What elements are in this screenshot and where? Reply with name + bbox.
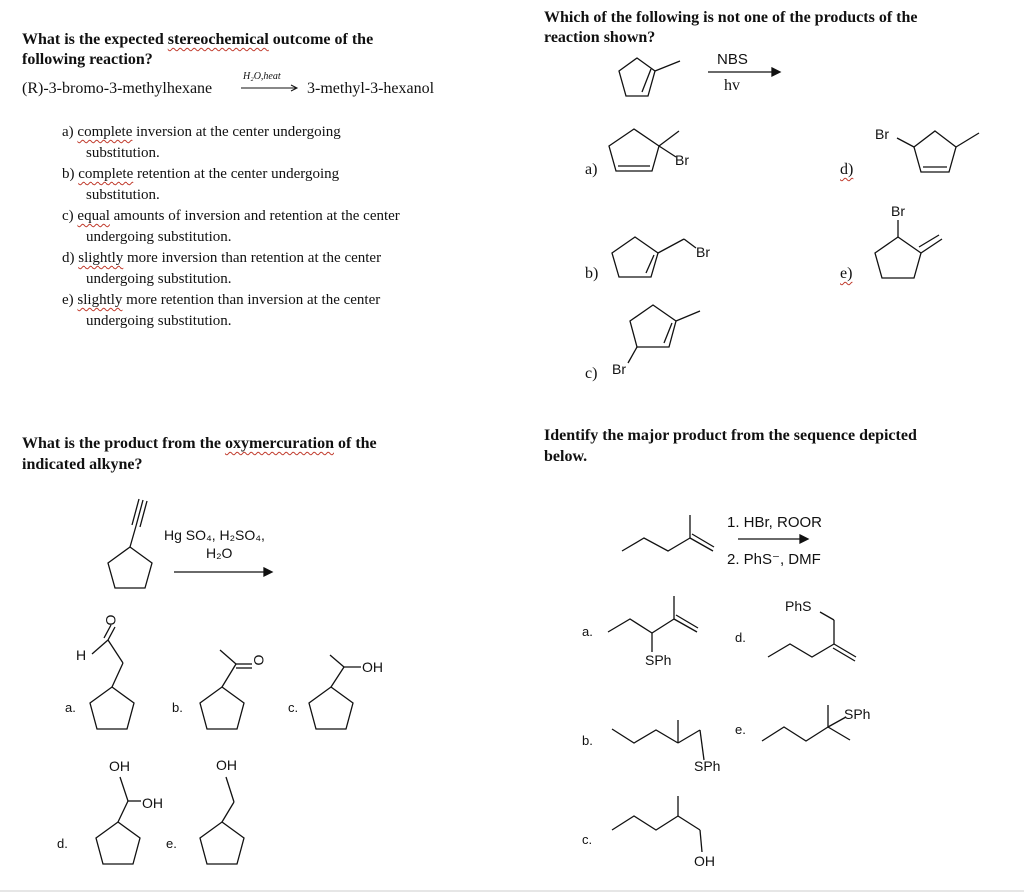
q1-title-line1 <box>22 31 373 49</box>
q2-title-line1: Which of the following is not one of the products of the <box>544 9 918 26</box>
q2-title-line2: reaction shown? <box>544 29 656 46</box>
option-cont: undergoing substitution. <box>86 229 232 245</box>
q4-e-sph: SPh <box>844 706 871 722</box>
q3-d-oh1: OH <box>109 758 130 774</box>
q2-b-br: Br <box>696 244 710 260</box>
q4-option-a-molecule <box>608 596 698 652</box>
option-keyword: equal <box>77 208 110 224</box>
q3-title-part2: of the <box>333 435 377 452</box>
q2-label-e[interactable]: e) <box>840 265 853 282</box>
option-text: more retention than inversion at the center <box>122 292 381 308</box>
option-letter: d) <box>62 250 75 266</box>
q3-label-a[interactable]: a. <box>65 700 76 715</box>
q2-a-br: Br <box>675 152 689 168</box>
q3-title-part1: What is the product from the <box>22 435 225 452</box>
q4-c-oh: OH <box>694 853 715 869</box>
q4-option-e-molecule <box>762 705 850 741</box>
q1-option-c[interactable] <box>62 206 400 248</box>
option-cont: undergoing substitution. <box>86 271 232 287</box>
q3-label-c[interactable]: c. <box>288 700 299 715</box>
q3-a-o: O <box>102 614 119 626</box>
q2-d-br: Br <box>875 126 889 142</box>
q4-b-sph: SPh <box>694 758 721 774</box>
option-cont: undergoing substitution. <box>86 313 232 329</box>
q3-option-b-molecule <box>200 650 252 729</box>
q2-label-b[interactable]: b) <box>585 265 599 282</box>
q1-option-b[interactable] <box>62 164 339 206</box>
q1-option-e[interactable] <box>62 290 380 332</box>
q4-step1: 1. HBr, ROOR <box>727 514 823 531</box>
q3-e-oh: OH <box>216 757 237 773</box>
q1-title-part1: What is the expected <box>22 31 168 48</box>
q3-label-d[interactable]: d. <box>57 836 68 851</box>
option-text: amounts of inversion and retention at the center <box>109 208 400 224</box>
q3-label-b[interactable]: b. <box>172 700 183 715</box>
q1-option-d[interactable] <box>62 248 381 290</box>
q4-label-e[interactable]: e. <box>735 722 746 737</box>
option-keyword: complete <box>77 124 133 140</box>
q2-option-c-molecule <box>628 305 700 363</box>
q1-title-word: stereochemical <box>167 31 269 48</box>
q3-option-e-molecule <box>200 777 244 864</box>
q2-label-c[interactable]: c) <box>585 365 598 382</box>
option-keyword: complete <box>78 166 134 182</box>
q3-title-word: oxymercuration <box>224 435 334 452</box>
option-letter: e) <box>62 292 74 308</box>
q3-reagent-line2: H₂O <box>206 545 233 561</box>
q1-reactant: (R)-3-bromo-3-methylhexane <box>22 80 213 97</box>
q2-option-b-molecule <box>612 237 696 277</box>
q1-option-a[interactable] <box>62 122 341 164</box>
page-bottom-rule <box>0 890 1024 892</box>
q3-title-line2: indicated alkyne? <box>22 456 143 473</box>
q2-start-molecule <box>619 58 680 96</box>
q2-reagent-hv: hv <box>724 77 740 94</box>
q2-label-d[interactable]: d) <box>840 161 854 178</box>
q4-step2: 2. PhS⁻, DMF <box>727 551 821 568</box>
option-text: more inversion than retention at the center <box>123 250 382 266</box>
q2-label-a[interactable]: a) <box>585 161 598 178</box>
option-cont: substitution. <box>86 145 160 161</box>
q3-label-e[interactable]: e. <box>166 836 177 851</box>
q4-start-molecule <box>622 515 714 551</box>
q3-option-d-molecule <box>96 777 141 864</box>
q3-option-c-molecule <box>309 655 361 729</box>
q2-e-br: Br <box>891 203 905 219</box>
q4-arrow <box>738 535 808 543</box>
q3-option-a-molecule <box>90 625 134 729</box>
q2-c-br: Br <box>612 361 626 377</box>
q3-a-h: H <box>76 647 87 663</box>
option-letter: a) <box>62 124 74 140</box>
q3-title-line1 <box>22 435 377 453</box>
q3-b-o: O <box>250 654 267 666</box>
q4-label-d[interactable]: d. <box>735 630 746 645</box>
q4-option-d-molecule <box>768 612 856 661</box>
option-keyword: slightly <box>78 250 124 266</box>
q4-option-c-molecule <box>612 796 702 852</box>
q3-c-oh: OH <box>362 659 383 675</box>
q1-product: 3-methyl-3-hexanol <box>307 80 435 97</box>
q2-option-d-molecule <box>897 131 979 172</box>
q4-title-line2: below. <box>544 448 588 465</box>
q1-title-line2: following reaction? <box>22 51 153 68</box>
q4-d-phs: PhS <box>785 598 812 614</box>
q1-conditions: H₂O,heat <box>243 71 281 82</box>
q3-d-oh2: OH <box>142 795 163 811</box>
q2-reagent-nbs: NBS <box>717 51 748 68</box>
option-letter: b) <box>62 166 75 182</box>
q4-option-b-molecule <box>612 720 704 760</box>
q2-arrow <box>708 68 780 76</box>
q4-label-b[interactable]: b. <box>582 733 593 748</box>
q3-arrow <box>174 568 272 576</box>
q4-title-line1: Identify the major product from the sequence depicted <box>544 427 917 444</box>
q3-alkyne-molecule <box>108 499 152 588</box>
q4-a-sph: SPh <box>645 652 672 668</box>
option-cont: substitution. <box>86 187 160 203</box>
q4-label-c[interactable]: c. <box>582 832 593 847</box>
q4-label-a[interactable]: a. <box>582 624 593 639</box>
q3-reagent-line1: Hg SO₄, H₂SO₄, <box>164 527 265 543</box>
q1-title-part2: outcome of the <box>268 31 374 48</box>
option-keyword: slightly <box>77 292 123 308</box>
option-text: retention at the center undergoing <box>133 166 340 182</box>
option-letter: c) <box>62 208 74 224</box>
option-text: inversion at the center undergoing <box>132 124 341 140</box>
q2-option-a-molecule <box>609 129 679 171</box>
q2-option-e-molecule <box>875 220 942 278</box>
